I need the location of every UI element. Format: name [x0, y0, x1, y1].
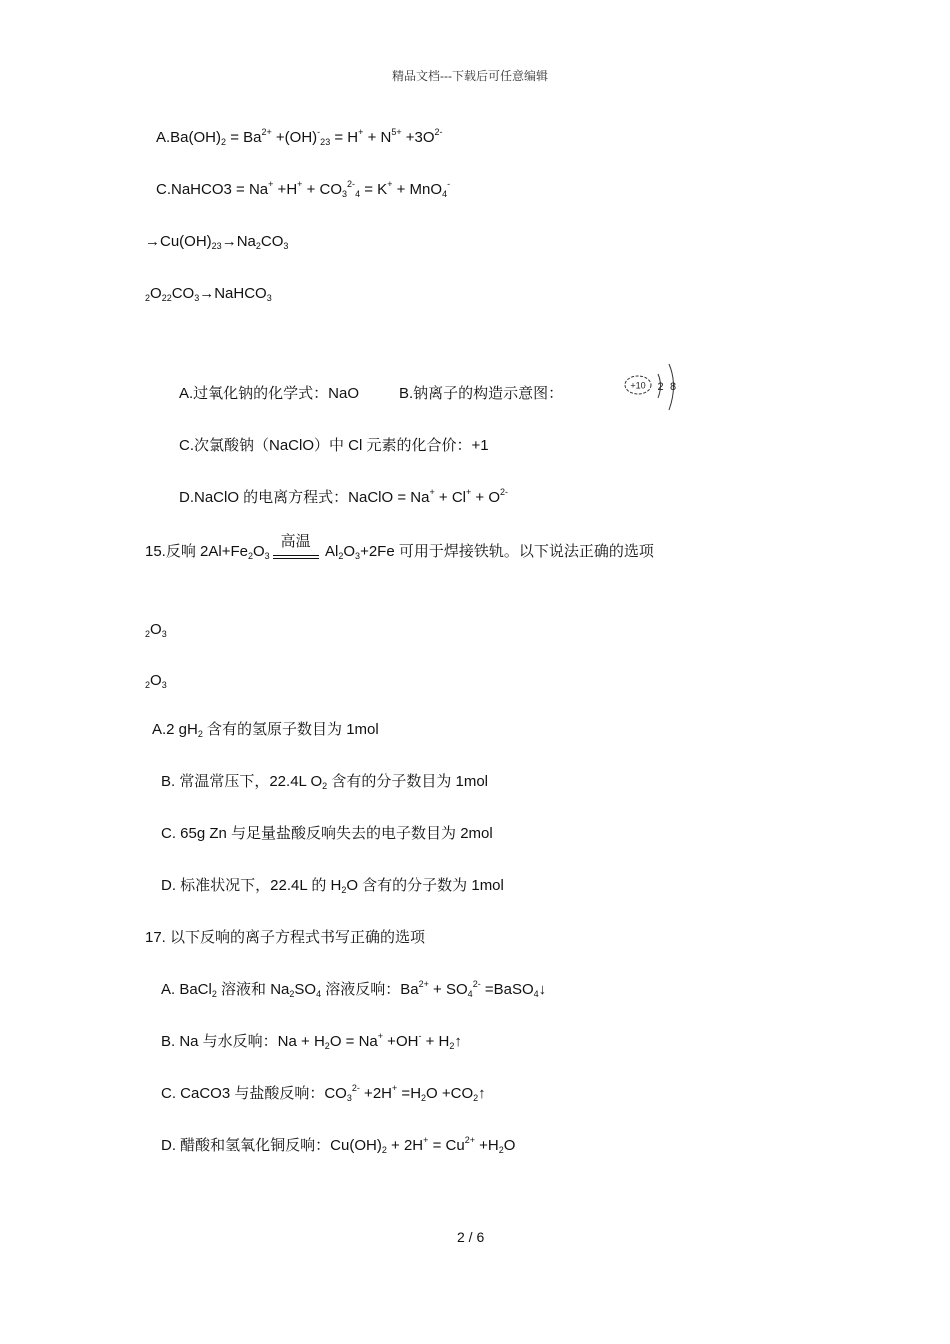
- sodium-ion-structure-diagram: [620, 360, 682, 416]
- q17-option-c: C. CaCO3 与盐酸反响：$CO_3^{2-} +2H^+ =H_2O$ $+CO_2↑$: [161, 1083, 486, 1103]
- conversion-line-2: $_2O_{22}CO_3\to NaHCO_3$: [145, 285, 272, 303]
- q14-option-d: D.NaClO 的电离方程式：NaClO = $Na^+ + Cl^+ + O^{2-}$: [179, 487, 509, 506]
- q15-stem: 15.反响 $2Al+Fe_2O_3$ 高温 $Al_2O_3+2Fe$ 可用于焊接铁轨。以下说法正确的选项: [145, 533, 654, 561]
- nucleus-charge: +10: [630, 380, 646, 391]
- q14-option-c: C.次氯酸钠（NaClO）中 Cl 元素的化合价：+1: [179, 437, 489, 454]
- reaction-condition: 高温: [273, 542, 319, 562]
- q17-stem: 17. 以下反响的离子方程式书写正确的选项: [145, 929, 426, 946]
- conversion-line-1: $\to Cu(OH)_{23}\to Na_2CO_3$: [145, 233, 289, 251]
- q17-option-d: D. 醋酸和氢氧化铜反响：$Cu(OH)_2 + 2H^+ = Cu^{2+} +H_2O$: [161, 1135, 516, 1155]
- q17-option-b: B. Na 与水反响：$Na + H_2O = Na^+ +OH^-$ + $H_2↑$: [161, 1031, 462, 1051]
- q14-option-b: B.钠离子的构造示意图：: [399, 385, 564, 402]
- option-line-a-top: $A.Ba(OH)_2 = Ba^{2+} +(OH)^-_{23} = H^+ + N^{5+} +3O^{2-}$: [156, 127, 443, 147]
- q15-fragment-1: $_2O_3$: [145, 621, 167, 639]
- page-header: 精品文档---下载后可任意编辑: [392, 69, 548, 83]
- q15-fragment-2: $_2O_3$: [145, 672, 167, 690]
- shell-2-electrons: 8: [669, 381, 677, 393]
- q16-option-a: A.2 $gH_2$ 含有的氢原子数目为 1mol: [152, 721, 379, 739]
- q16-option-b: B. 常温常压下，22.4L $O_2$ 含有的分子数目为 1mol: [161, 773, 489, 791]
- shell-1-electrons: 2: [657, 381, 664, 393]
- page-number: 2 / 6: [457, 1229, 485, 1245]
- q16-option-c: C. 65g Zn 与足量盐酸反响失去的电子数目为 2mol: [161, 825, 493, 842]
- q17-option-a: A. BaCl$_2$ 溶液和 $Na_2SO_4$ 溶液反响：$Ba^{2+} + SO_4^{2-}$ =BaSO$_4$↓: [161, 979, 547, 999]
- q14-option-a: A.过氧化钠的化学式：NaO: [179, 385, 360, 402]
- option-line-c-top: C.NaHCO3 = $Na^+ +H^+ + CO_3^{2-}_4 = K^+ + MnO_4^-$: [156, 179, 451, 199]
- q16-option-d: D. 标准状况下，22.4L 的 $H_2O$ 含有的分子数为 1mol: [161, 877, 504, 895]
